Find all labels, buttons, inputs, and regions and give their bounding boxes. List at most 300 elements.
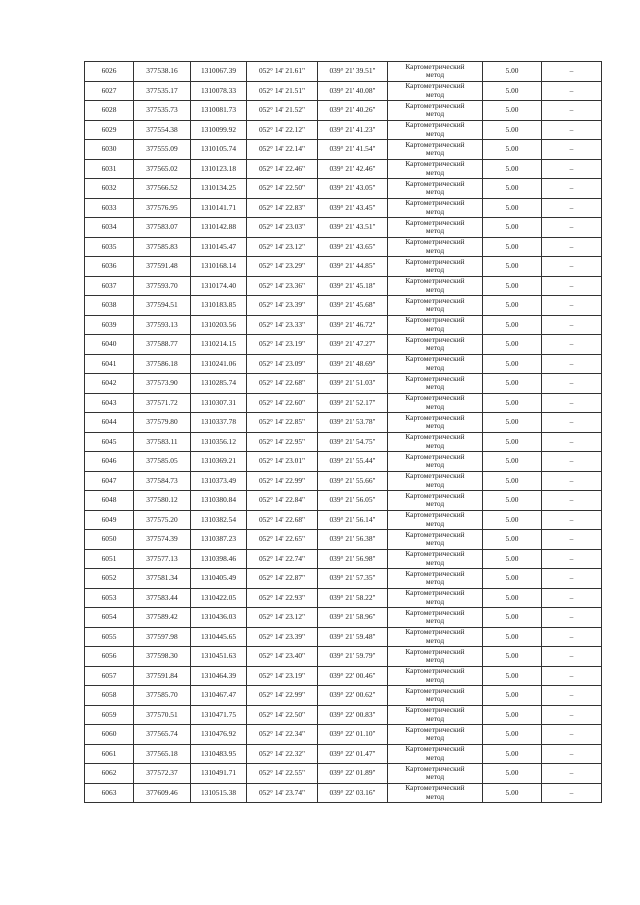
- point-number-cell: 6051: [85, 549, 134, 569]
- method-cell: [388, 491, 483, 511]
- note-cell: –: [542, 374, 602, 394]
- latitude-cell: 052° 14' 22.87": [247, 569, 318, 589]
- method-line-2: метод: [425, 518, 445, 528]
- table-row: [85, 725, 602, 745]
- method-line-1: Картометрический: [405, 666, 465, 676]
- precision-cell: 5.00: [483, 569, 542, 589]
- latitude-cell: 052° 14' 21.61": [247, 62, 318, 82]
- table-row: [85, 159, 602, 179]
- method-cell: [388, 62, 483, 82]
- longitude-cell: 039° 21' 48.69": [318, 354, 388, 374]
- table-row: [85, 783, 602, 803]
- method-cell: [388, 569, 483, 589]
- method-line-1: Картометрический: [405, 120, 465, 130]
- x-coordinate-cell: 377593.70: [134, 276, 191, 296]
- note-cell: –: [542, 354, 602, 374]
- longitude-cell: 039° 21' 56.98": [318, 549, 388, 569]
- note-cell: –: [542, 179, 602, 199]
- table-row: [85, 296, 602, 316]
- latitude-cell: 052° 14' 21.52": [247, 101, 318, 121]
- note-cell: –: [542, 588, 602, 608]
- precision-cell: 5.00: [483, 549, 542, 569]
- precision-cell: 5.00: [483, 588, 542, 608]
- method-line-2: метод: [425, 421, 445, 431]
- latitude-cell: 052° 14' 22.34": [247, 725, 318, 745]
- precision-cell: 5.00: [483, 725, 542, 745]
- precision-cell: 5.00: [483, 354, 542, 374]
- note-cell: –: [542, 666, 602, 686]
- longitude-cell: 039° 21' 53.78": [318, 413, 388, 433]
- x-coordinate-cell: 377591.84: [134, 666, 191, 686]
- note-cell: –: [542, 744, 602, 764]
- method-line-1: Картометрический: [405, 334, 465, 344]
- method-line-1: Картометрический: [405, 256, 465, 266]
- point-number-cell: 6028: [85, 101, 134, 121]
- x-coordinate-cell: 377535.17: [134, 81, 191, 101]
- x-coordinate-cell: 377585.83: [134, 237, 191, 257]
- method-line-1: Картометрический: [405, 471, 465, 481]
- x-coordinate-cell: 377580.12: [134, 491, 191, 511]
- method-cell: [388, 725, 483, 745]
- precision-cell: 5.00: [483, 140, 542, 160]
- table-row: [85, 510, 602, 530]
- table-row: [85, 198, 602, 218]
- x-coordinate-cell: 377598.30: [134, 647, 191, 667]
- table-row: [85, 608, 602, 628]
- method-line-2: метод: [425, 752, 445, 762]
- latitude-cell: 052° 14' 23.74": [247, 783, 318, 803]
- longitude-cell: 039° 21' 57.35": [318, 569, 388, 589]
- point-number-cell: 6055: [85, 627, 134, 647]
- note-cell: –: [542, 491, 602, 511]
- method-line-2: метод: [425, 635, 445, 645]
- x-coordinate-cell: 377593.13: [134, 315, 191, 335]
- method-line-1: Картометрический: [405, 783, 465, 793]
- point-number-cell: 6062: [85, 764, 134, 784]
- precision-cell: 5.00: [483, 705, 542, 725]
- method-line-2: метод: [425, 674, 445, 684]
- table-row: [85, 530, 602, 550]
- method-cell: [388, 198, 483, 218]
- latitude-cell: 052° 14' 22.68": [247, 374, 318, 394]
- latitude-cell: 052° 14' 22.99": [247, 686, 318, 706]
- method-line-1: Картометрический: [405, 763, 465, 773]
- precision-cell: 5.00: [483, 432, 542, 452]
- method-cell: [388, 452, 483, 472]
- y-coordinate-cell: 1310356.12: [191, 432, 247, 452]
- longitude-cell: 039° 21' 43.45": [318, 198, 388, 218]
- table-row: [85, 179, 602, 199]
- point-number-cell: 6032: [85, 179, 134, 199]
- y-coordinate-cell: 1310078.33: [191, 81, 247, 101]
- longitude-cell: 039° 22' 00.46": [318, 666, 388, 686]
- y-coordinate-cell: 1310405.49: [191, 569, 247, 589]
- y-coordinate-cell: 1310203.56: [191, 315, 247, 335]
- latitude-cell: 052° 14' 23.19": [247, 666, 318, 686]
- method-line-1: Картометрический: [405, 393, 465, 403]
- method-line-1: Картометрический: [405, 139, 465, 149]
- x-coordinate-cell: 377609.46: [134, 783, 191, 803]
- method-line-2: метод: [425, 109, 445, 119]
- method-line-2: метод: [425, 265, 445, 275]
- method-line-1: Картометрический: [405, 81, 465, 91]
- method-line-2: метод: [425, 460, 445, 470]
- method-line-1: Картометрический: [405, 568, 465, 578]
- note-cell: –: [542, 140, 602, 160]
- longitude-cell: 039° 21' 55.44": [318, 452, 388, 472]
- point-number-cell: 6063: [85, 783, 134, 803]
- latitude-cell: 052° 14' 22.50": [247, 705, 318, 725]
- method-cell: [388, 257, 483, 277]
- method-cell: [388, 315, 483, 335]
- method-line-2: метод: [425, 401, 445, 411]
- method-line-2: метод: [425, 479, 445, 489]
- latitude-cell: 052° 14' 22.50": [247, 179, 318, 199]
- method-cell: [388, 140, 483, 160]
- x-coordinate-cell: 377570.51: [134, 705, 191, 725]
- point-number-cell: 6050: [85, 530, 134, 550]
- point-number-cell: 6035: [85, 237, 134, 257]
- table-row: [85, 140, 602, 160]
- longitude-cell: 039° 21' 42.46": [318, 159, 388, 179]
- method-line-2: метод: [425, 791, 445, 801]
- latitude-cell: 052° 14' 22.84": [247, 491, 318, 511]
- method-line-2: метод: [425, 733, 445, 743]
- latitude-cell: 052° 14' 23.36": [247, 276, 318, 296]
- y-coordinate-cell: 1310123.18: [191, 159, 247, 179]
- y-coordinate-cell: 1310141.71: [191, 198, 247, 218]
- note-cell: –: [542, 62, 602, 82]
- y-coordinate-cell: 1310380.84: [191, 491, 247, 511]
- note-cell: –: [542, 647, 602, 667]
- note-cell: –: [542, 393, 602, 413]
- longitude-cell: 039° 21' 54.75": [318, 432, 388, 452]
- table-row: [85, 62, 602, 82]
- x-coordinate-cell: 377589.42: [134, 608, 191, 628]
- method-cell: [388, 471, 483, 491]
- table-row: [85, 471, 602, 491]
- y-coordinate-cell: 1310515.38: [191, 783, 247, 803]
- method-cell: [388, 218, 483, 238]
- method-cell: [388, 81, 483, 101]
- y-coordinate-cell: 1310373.49: [191, 471, 247, 491]
- note-cell: –: [542, 198, 602, 218]
- precision-cell: 5.00: [483, 393, 542, 413]
- latitude-cell: 052° 14' 22.95": [247, 432, 318, 452]
- table-row: [85, 218, 602, 238]
- longitude-cell: 039° 22' 01.47": [318, 744, 388, 764]
- precision-cell: 5.00: [483, 413, 542, 433]
- method-line-2: метод: [425, 167, 445, 177]
- method-line-1: Картометрический: [405, 549, 465, 559]
- point-number-cell: 6059: [85, 705, 134, 725]
- point-number-cell: 6042: [85, 374, 134, 394]
- latitude-cell: 052° 14' 22.65": [247, 530, 318, 550]
- longitude-cell: 039° 21' 45.68": [318, 296, 388, 316]
- y-coordinate-cell: 1310337.78: [191, 413, 247, 433]
- longitude-cell: 039° 21' 46.72": [318, 315, 388, 335]
- x-coordinate-cell: 377583.07: [134, 218, 191, 238]
- x-coordinate-cell: 377538.16: [134, 62, 191, 82]
- latitude-cell: 052° 14' 22.14": [247, 140, 318, 160]
- y-coordinate-cell: 1310436.03: [191, 608, 247, 628]
- table-row: [85, 432, 602, 452]
- method-line-1: Картометрический: [405, 607, 465, 617]
- point-number-cell: 6049: [85, 510, 134, 530]
- precision-cell: 5.00: [483, 666, 542, 686]
- latitude-cell: 052° 14' 23.39": [247, 296, 318, 316]
- point-number-cell: 6054: [85, 608, 134, 628]
- method-cell: [388, 159, 483, 179]
- point-number-cell: 6040: [85, 335, 134, 355]
- method-cell: [388, 588, 483, 608]
- note-cell: –: [542, 569, 602, 589]
- longitude-cell: 039° 21' 59.79": [318, 647, 388, 667]
- y-coordinate-cell: 1310067.39: [191, 62, 247, 82]
- precision-cell: 5.00: [483, 101, 542, 121]
- method-line-1: Картометрический: [405, 588, 465, 598]
- y-coordinate-cell: 1310387.23: [191, 530, 247, 550]
- x-coordinate-cell: 377554.38: [134, 120, 191, 140]
- method-line-2: метод: [425, 304, 445, 314]
- y-coordinate-cell: 1310483.95: [191, 744, 247, 764]
- longitude-cell: 039° 21' 40.08": [318, 81, 388, 101]
- method-line-1: Картометрический: [405, 510, 465, 520]
- precision-cell: 5.00: [483, 510, 542, 530]
- method-line-1: Картометрический: [405, 276, 465, 286]
- y-coordinate-cell: 1310134.25: [191, 179, 247, 199]
- x-coordinate-cell: 377565.74: [134, 725, 191, 745]
- precision-cell: 5.00: [483, 120, 542, 140]
- point-number-cell: 6057: [85, 666, 134, 686]
- table-row: [85, 569, 602, 589]
- latitude-cell: 052° 14' 22.93": [247, 588, 318, 608]
- y-coordinate-cell: 1310285.74: [191, 374, 247, 394]
- longitude-cell: 039° 21' 43.51": [318, 218, 388, 238]
- method-cell: [388, 354, 483, 374]
- note-cell: –: [542, 705, 602, 725]
- method-line-1: Картометрический: [405, 685, 465, 695]
- point-number-cell: 6031: [85, 159, 134, 179]
- longitude-cell: 039° 21' 47.27": [318, 335, 388, 355]
- table-row: [85, 120, 602, 140]
- coordinates-table: [84, 61, 602, 803]
- method-cell: [388, 783, 483, 803]
- method-cell: [388, 647, 483, 667]
- precision-cell: 5.00: [483, 276, 542, 296]
- method-cell: [388, 627, 483, 647]
- method-line-2: метод: [425, 206, 445, 216]
- precision-cell: 5.00: [483, 647, 542, 667]
- y-coordinate-cell: 1310174.40: [191, 276, 247, 296]
- latitude-cell: 052° 14' 22.46": [247, 159, 318, 179]
- table-row: [85, 81, 602, 101]
- method-line-2: метод: [425, 616, 445, 626]
- note-cell: –: [542, 81, 602, 101]
- note-cell: –: [542, 510, 602, 530]
- point-number-cell: 6044: [85, 413, 134, 433]
- note-cell: –: [542, 764, 602, 784]
- table-row: [85, 686, 602, 706]
- method-line-2: метод: [425, 323, 445, 333]
- method-line-2: метод: [425, 362, 445, 372]
- x-coordinate-cell: 377576.95: [134, 198, 191, 218]
- y-coordinate-cell: 1310145.47: [191, 237, 247, 257]
- longitude-cell: 039° 21' 51.03": [318, 374, 388, 394]
- method-line-2: метод: [425, 713, 445, 723]
- method-cell: [388, 374, 483, 394]
- method-line-1: Картометрический: [405, 159, 465, 169]
- table-row: [85, 393, 602, 413]
- point-number-cell: 6058: [85, 686, 134, 706]
- method-line-1: Картометрический: [405, 724, 465, 734]
- y-coordinate-cell: 1310476.92: [191, 725, 247, 745]
- longitude-cell: 039° 21' 58.22": [318, 588, 388, 608]
- latitude-cell: 052° 14' 23.12": [247, 237, 318, 257]
- precision-cell: 5.00: [483, 491, 542, 511]
- y-coordinate-cell: 1310382.54: [191, 510, 247, 530]
- table-row: [85, 491, 602, 511]
- method-cell: [388, 237, 483, 257]
- point-number-cell: 6036: [85, 257, 134, 277]
- x-coordinate-cell: 377573.90: [134, 374, 191, 394]
- longitude-cell: 039° 21' 44.85": [318, 257, 388, 277]
- x-coordinate-cell: 377577.13: [134, 549, 191, 569]
- longitude-cell: 039° 22' 00.83": [318, 705, 388, 725]
- x-coordinate-cell: 377581.34: [134, 569, 191, 589]
- longitude-cell: 039° 22' 00.62": [318, 686, 388, 706]
- note-cell: –: [542, 608, 602, 628]
- precision-cell: 5.00: [483, 608, 542, 628]
- x-coordinate-cell: 377572.37: [134, 764, 191, 784]
- method-cell: [388, 705, 483, 725]
- latitude-cell: 052° 14' 23.12": [247, 608, 318, 628]
- longitude-cell: 039° 21' 56.05": [318, 491, 388, 511]
- precision-cell: 5.00: [483, 530, 542, 550]
- longitude-cell: 039° 21' 43.05": [318, 179, 388, 199]
- y-coordinate-cell: 1310369.21: [191, 452, 247, 472]
- method-cell: [388, 608, 483, 628]
- latitude-cell: 052° 14' 22.12": [247, 120, 318, 140]
- note-cell: –: [542, 120, 602, 140]
- method-cell: [388, 120, 483, 140]
- method-cell: [388, 276, 483, 296]
- method-line-1: Картометрический: [405, 217, 465, 227]
- table-row: [85, 257, 602, 277]
- point-number-cell: 6041: [85, 354, 134, 374]
- method-line-2: метод: [425, 226, 445, 236]
- note-cell: –: [542, 783, 602, 803]
- method-line-2: метод: [425, 89, 445, 99]
- y-coordinate-cell: 1310471.75: [191, 705, 247, 725]
- precision-cell: 5.00: [483, 686, 542, 706]
- precision-cell: 5.00: [483, 198, 542, 218]
- method-line-1: Картометрический: [405, 178, 465, 188]
- method-line-1: Картометрический: [405, 412, 465, 422]
- x-coordinate-cell: 377597.98: [134, 627, 191, 647]
- x-coordinate-cell: 377565.18: [134, 744, 191, 764]
- method-line-2: метод: [425, 284, 445, 294]
- point-number-cell: 6037: [85, 276, 134, 296]
- method-cell: [388, 413, 483, 433]
- longitude-cell: 039° 21' 56.14": [318, 510, 388, 530]
- longitude-cell: 039° 21' 56.38": [318, 530, 388, 550]
- table-row: [85, 705, 602, 725]
- note-cell: –: [542, 549, 602, 569]
- longitude-cell: 039° 21' 41.23": [318, 120, 388, 140]
- method-line-1: Картометрический: [405, 432, 465, 442]
- longitude-cell: 039° 21' 55.66": [318, 471, 388, 491]
- point-number-cell: 6033: [85, 198, 134, 218]
- table-row: [85, 237, 602, 257]
- point-number-cell: 6038: [85, 296, 134, 316]
- x-coordinate-cell: 377584.73: [134, 471, 191, 491]
- x-coordinate-cell: 377574.39: [134, 530, 191, 550]
- y-coordinate-cell: 1310445.65: [191, 627, 247, 647]
- precision-cell: 5.00: [483, 81, 542, 101]
- latitude-cell: 052° 14' 23.09": [247, 354, 318, 374]
- latitude-cell: 052° 14' 23.01": [247, 452, 318, 472]
- table-row: [85, 101, 602, 121]
- latitude-cell: 052° 14' 22.55": [247, 764, 318, 784]
- y-coordinate-cell: 1310398.46: [191, 549, 247, 569]
- method-line-1: Картометрический: [405, 451, 465, 461]
- table-row: [85, 627, 602, 647]
- y-coordinate-cell: 1310451.63: [191, 647, 247, 667]
- table-row: [85, 647, 602, 667]
- point-number-cell: 6026: [85, 62, 134, 82]
- point-number-cell: 6052: [85, 569, 134, 589]
- note-cell: –: [542, 432, 602, 452]
- method-cell: [388, 101, 483, 121]
- method-line-2: метод: [425, 577, 445, 587]
- x-coordinate-cell: 377535.73: [134, 101, 191, 121]
- note-cell: –: [542, 725, 602, 745]
- method-line-2: метод: [425, 655, 445, 665]
- note-cell: –: [542, 101, 602, 121]
- latitude-cell: 052° 14' 22.60": [247, 393, 318, 413]
- x-coordinate-cell: 377571.72: [134, 393, 191, 413]
- method-line-2: метод: [425, 128, 445, 138]
- point-number-cell: 6030: [85, 140, 134, 160]
- note-cell: –: [542, 257, 602, 277]
- point-number-cell: 6060: [85, 725, 134, 745]
- method-line-2: метод: [425, 245, 445, 255]
- precision-cell: 5.00: [483, 218, 542, 238]
- precision-cell: 5.00: [483, 783, 542, 803]
- method-line-1: Картометрический: [405, 198, 465, 208]
- y-coordinate-cell: 1310105.74: [191, 140, 247, 160]
- note-cell: –: [542, 530, 602, 550]
- method-line-2: метод: [425, 187, 445, 197]
- method-line-1: Картометрический: [405, 295, 465, 305]
- method-line-1: Картометрический: [405, 100, 465, 110]
- method-line-2: метод: [425, 596, 445, 606]
- point-number-cell: 6048: [85, 491, 134, 511]
- precision-cell: 5.00: [483, 237, 542, 257]
- method-line-2: метод: [425, 538, 445, 548]
- coordinates-table-body: [85, 62, 602, 803]
- method-line-2: метод: [425, 557, 445, 567]
- x-coordinate-cell: 377583.44: [134, 588, 191, 608]
- method-cell: [388, 686, 483, 706]
- table-row: [85, 549, 602, 569]
- precision-cell: 5.00: [483, 159, 542, 179]
- longitude-cell: 039° 21' 59.48": [318, 627, 388, 647]
- method-line-1: Картометрический: [405, 373, 465, 383]
- precision-cell: 5.00: [483, 374, 542, 394]
- x-coordinate-cell: 377583.11: [134, 432, 191, 452]
